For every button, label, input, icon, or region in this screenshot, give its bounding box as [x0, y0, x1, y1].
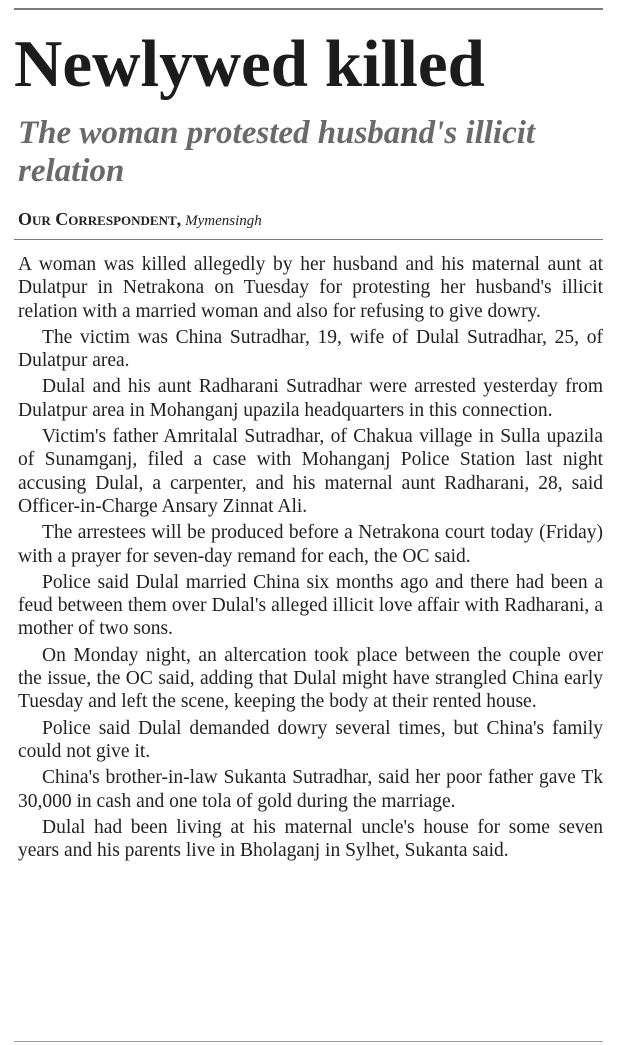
byline-location: Mymensingh [185, 213, 262, 229]
byline-author: Our Correspondent, [18, 209, 182, 229]
article-paragraph: A woman was killed allegedly by her husband and his maternal aunt at Dulatpur in Netrakona on Tuesday for protesting her husband's illicit relation with a married woman and also for refusing to give dowry. [18, 254, 603, 322]
article-paragraph: Dulal had been living at his maternal uncle's house for some seven years and his parents live in Bholaganj in Sylhet, Sukanta said. [18, 816, 603, 862]
article-paragraph: Police said Dulal demanded dowry several times, but China's family could not give it. [18, 717, 603, 762]
byline [18, 208, 603, 232]
article-paragraph: The victim was China Sutradhar, 19, wife of Dulal Sutradhar, 25, of Dulatpur area. [18, 326, 603, 372]
article-subheadline: The woman protested husband's illicit relation [18, 115, 536, 189]
article-paragraph: Victim's father Amritalal Sutradhar, of Chakua village in Sulla upazila of Sunamganj, filed a case with Mohanganj Police Station last night accusing Dulal, a carpenter, and his maternal aunt Radharani, 28, said Officer-in-Charge Ansary Zinnat Ali. [18, 426, 603, 517]
article-paragraph: Police said Dulal married China six months ago and there had been a feud between them over Dulal's alleged illicit love affair with Radharani, a mother of two sons. [18, 571, 603, 640]
article-headline: Newlywed killed [14, 27, 485, 101]
article-body [18, 253, 603, 862]
top-rule [14, 8, 603, 10]
article-paragraph: China's brother-in-law Sukanta Sutradhar, said her poor father gave Tk 30,000 in cash and one tola of gold during the marriage. [18, 767, 603, 812]
article-paragraph: Dulal and his aunt Radharani Sutradhar were arrested yesterday from Dulatpur area in Mohanganj upazila headquarters in this connection. [18, 376, 603, 421]
article-paragraph: The arrestees will be produced before a Netrakona court today (Friday) with a prayer for seven-day remand for each, the OC said. [18, 522, 603, 567]
bottom-rule [14, 1041, 603, 1042]
article-paragraph: On Monday night, an altercation took place between the couple over the issue, the OC said, adding that Dulal might have strangled China early Tuesday and left the scene, keeping the body at their rented house. [18, 644, 603, 713]
byline-rule [14, 239, 603, 240]
